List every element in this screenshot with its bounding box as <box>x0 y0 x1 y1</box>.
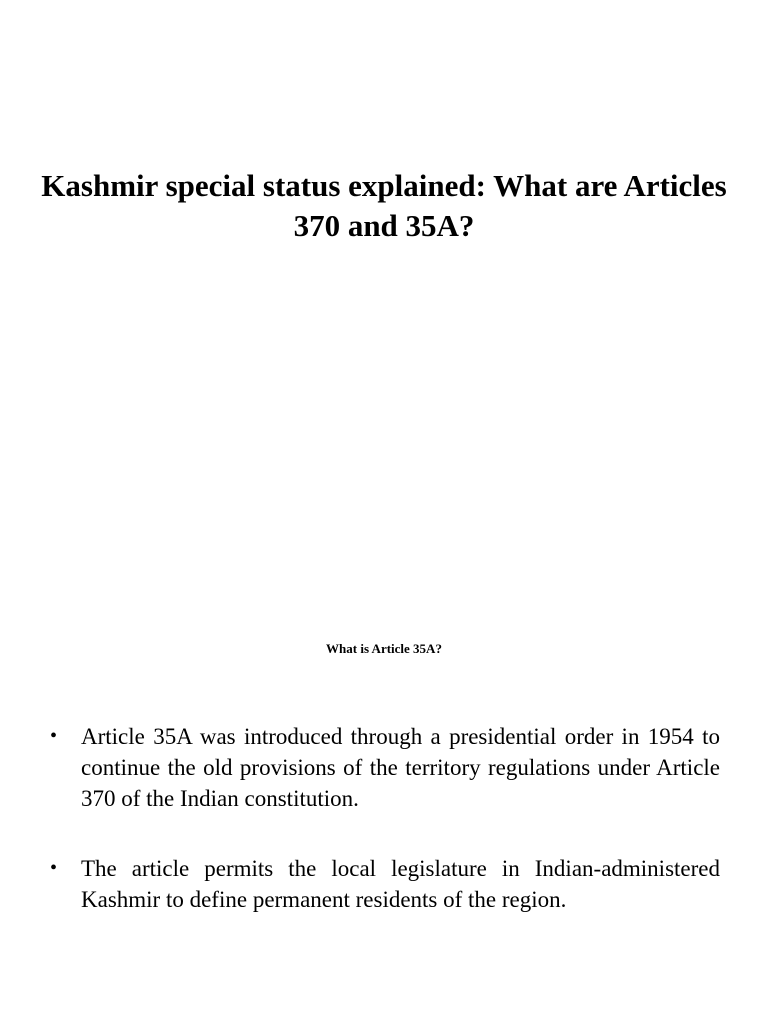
document-title: Kashmir special status explained: What are Articles 370 and 35A? <box>41 168 727 243</box>
bullet-icon: • <box>50 857 58 879</box>
section-heading: What is Article 35A? <box>326 641 442 656</box>
bullet-list <box>48 721 720 915</box>
bullet-item <box>48 853 720 915</box>
bullet-text: The article permits the local legislature in Indian-administered Kashmir to define permanent residents of the region. <box>81 856 720 912</box>
bullet-icon: • <box>50 725 58 747</box>
bullet-item <box>48 721 720 814</box>
bullet-text: Article 35A was introduced through a presidential order in 1954 to continue the old provisions of the territory regulations under Article 370 of the Indian constitution. <box>81 724 720 811</box>
